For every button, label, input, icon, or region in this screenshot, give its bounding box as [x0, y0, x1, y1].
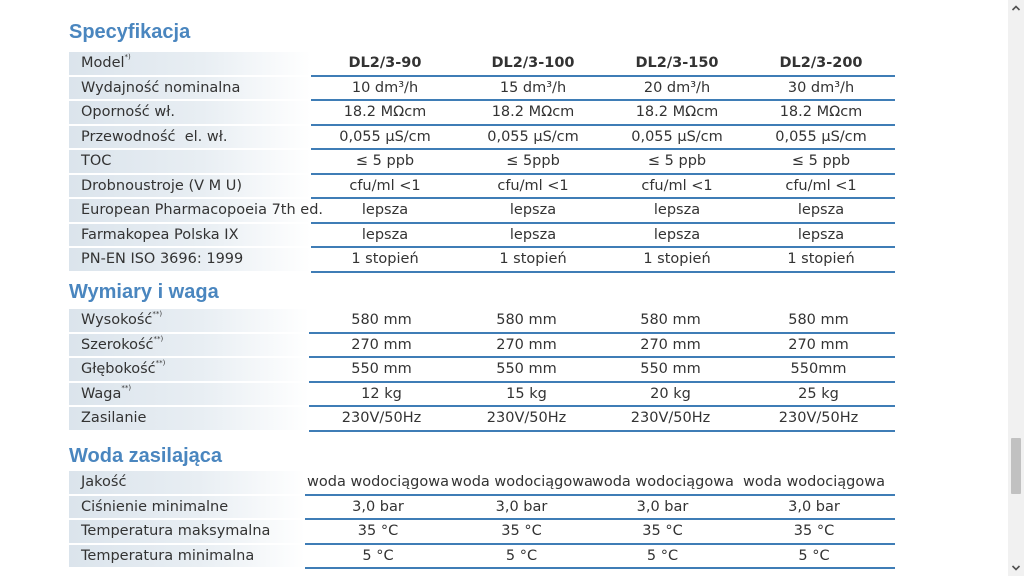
feedwater-cell: 35 °C — [451, 519, 592, 544]
feedwater-cell: 35 °C — [592, 519, 733, 544]
dimensions-row-label-cell — [69, 333, 309, 358]
dimensions-row-label: Głębokość — [81, 361, 156, 378]
spec-cell: 18.2 MΩcm — [459, 100, 607, 125]
feedwater-cell: woda wodociągowa — [451, 471, 592, 495]
spec-row-label: European Pharmacopoeia 7th ed. — [69, 198, 311, 223]
feedwater-cell: woda wodociągowa — [305, 471, 451, 495]
spec-row-label: Wydajność nominalna — [69, 76, 311, 101]
feedwater-section-title: Woda zasilająca — [69, 445, 223, 467]
feedwater-row-label: Jakość — [69, 471, 305, 495]
spec-cell: 0,055 µS/cm — [607, 125, 747, 150]
dimensions-row-label: Zasilanie — [69, 406, 309, 431]
vertical-scrollbar[interactable] — [1008, 0, 1024, 576]
spec-cell: 10 dm³/h — [311, 76, 459, 101]
spec-cell: 1 stopień — [747, 247, 895, 272]
spec-cell: 1 stopień — [607, 247, 747, 272]
model-name: DL2/3-150 — [607, 52, 747, 76]
spec-row — [69, 198, 895, 223]
feedwater-row — [69, 544, 895, 569]
spec-row-label: Przewodność el. wł. — [69, 125, 311, 150]
spec-row — [69, 76, 895, 101]
spec-cell: 30 dm³/h — [747, 76, 895, 101]
spec-cell: lepsza — [747, 223, 895, 248]
feedwater-cell: 3,0 bar — [733, 495, 895, 520]
spec-row-label: TOC — [69, 149, 311, 174]
dimensions-row — [69, 333, 895, 358]
spec-cell: lepsza — [607, 198, 747, 223]
spec-cell: lepsza — [607, 223, 747, 248]
spec-section-title: Specyfikacja — [69, 21, 191, 43]
spec-cell: 18.2 MΩcm — [607, 100, 747, 125]
spec-cell: ≤ 5 ppb — [607, 149, 747, 174]
dimensions-cell: 230V/50Hz — [599, 406, 742, 431]
spec-cell: ≤ 5ppb — [459, 149, 607, 174]
feedwater-row-label: Temperatura minimalna — [69, 544, 305, 569]
scrollbar-thumb[interactable] — [1011, 438, 1021, 494]
feedwater-cell: 35 °C — [733, 519, 895, 544]
dimensions-cell: 12 kg — [309, 382, 454, 407]
spec-table — [69, 52, 895, 273]
dimensions-cell: 550 mm — [599, 357, 742, 382]
dimensions-cell: 580 mm — [742, 309, 895, 333]
spec-cell: lepsza — [459, 198, 607, 223]
spec-cell: cfu/ml <1 — [607, 174, 747, 199]
dimensions-row — [69, 357, 895, 382]
dimensions-row-label-cell — [69, 309, 309, 333]
dimensions-row-label: Wysokość — [81, 312, 153, 329]
spec-cell: 18.2 MΩcm — [311, 100, 459, 125]
dimensions-row-label: Szerokość — [81, 336, 154, 353]
feedwater-row-label: Temperatura maksymalna — [69, 519, 305, 544]
spec-row — [69, 174, 895, 199]
spec-cell: cfu/ml <1 — [311, 174, 459, 199]
spec-row — [69, 223, 895, 248]
dimensions-table — [69, 309, 895, 432]
dimensions-cell: 580 mm — [599, 309, 742, 333]
spec-cell: lepsza — [311, 223, 459, 248]
dimensions-row — [69, 382, 895, 407]
feedwater-row — [69, 471, 895, 495]
dimensions-cell: 270 mm — [309, 333, 454, 358]
model-name: DL2/3-90 — [311, 52, 459, 76]
spec-cell: 20 dm³/h — [607, 76, 747, 101]
spec-cell: 1 stopień — [311, 247, 459, 272]
feedwater-cell: 3,0 bar — [305, 495, 451, 520]
spec-cell: cfu/ml <1 — [747, 174, 895, 199]
spec-cell: 0,055 µS/cm — [747, 125, 895, 150]
spec-cell: 15 dm³/h — [459, 76, 607, 101]
spec-row — [69, 149, 895, 174]
spec-cell: lepsza — [311, 198, 459, 223]
chevron-down-icon[interactable] — [1008, 560, 1024, 576]
dimensions-cell: 230V/50Hz — [454, 406, 599, 431]
dimensions-row-label-cell — [69, 382, 309, 407]
footnote-mark: **) — [155, 359, 166, 368]
model-footnote: *) — [124, 53, 131, 62]
feedwater-row — [69, 495, 895, 520]
footnote-mark: **) — [121, 383, 132, 392]
spec-row-label: Oporność wł. — [69, 100, 311, 125]
spec-row — [69, 247, 895, 272]
dimensions-cell: 270 mm — [599, 333, 742, 358]
feedwater-table — [69, 471, 895, 569]
spec-cell: lepsza — [459, 223, 607, 248]
feedwater-cell: 5 °C — [592, 544, 733, 569]
spec-cell: ≤ 5 ppb — [311, 149, 459, 174]
spec-cell: 0,055 µS/cm — [311, 125, 459, 150]
spec-cell: cfu/ml <1 — [459, 174, 607, 199]
model-label: Model — [81, 55, 125, 72]
spec-row — [69, 125, 895, 150]
spec-row — [69, 100, 895, 125]
dimensions-cell: 20 kg — [599, 382, 742, 407]
dimensions-cell: 230V/50Hz — [309, 406, 454, 431]
dimensions-cell: 270 mm — [742, 333, 895, 358]
dimensions-cell: 15 kg — [454, 382, 599, 407]
spec-cell: 1 stopień — [459, 247, 607, 272]
model-name: DL2/3-200 — [747, 52, 895, 76]
spec-header-row — [69, 52, 895, 76]
dimensions-cell: 270 mm — [454, 333, 599, 358]
feedwater-row-label: Ciśnienie minimalne — [69, 495, 305, 520]
feedwater-cell: 3,0 bar — [451, 495, 592, 520]
dimensions-row-label: Waga — [81, 385, 122, 402]
spec-row-label: Drobnoustroje (V M U) — [69, 174, 311, 199]
spec-row-label: Farmakopea Polska IX — [69, 223, 311, 248]
spec-cell: 0,055 µS/cm — [459, 125, 607, 150]
chevron-up-icon[interactable] — [1008, 0, 1024, 16]
spec-cell: ≤ 5 ppb — [747, 149, 895, 174]
feedwater-cell: woda wodociągowa — [733, 471, 895, 495]
spec-row-label: PN-EN ISO 3696: 1999 — [69, 247, 311, 272]
dimensions-cell: 550 mm — [309, 357, 454, 382]
dimensions-section-title: Wymiary i waga — [69, 281, 219, 303]
dimensions-cell: 550mm — [742, 357, 895, 382]
dimensions-cell: 230V/50Hz — [742, 406, 895, 431]
dimensions-row-label-cell — [69, 357, 309, 382]
dimensions-cell: 25 kg — [742, 382, 895, 407]
dimensions-cell: 580 mm — [309, 309, 454, 333]
feedwater-cell: 3,0 bar — [592, 495, 733, 520]
footnote-mark: **) — [153, 334, 164, 343]
dimensions-cell: 550 mm — [454, 357, 599, 382]
feedwater-cell: 35 °C — [305, 519, 451, 544]
model-name: DL2/3-100 — [459, 52, 607, 76]
dimensions-cell: 580 mm — [454, 309, 599, 333]
model-label-cell — [69, 52, 311, 76]
spec-cell: 18.2 MΩcm — [747, 100, 895, 125]
dimensions-row — [69, 309, 895, 333]
feedwater-cell: 5 °C — [451, 544, 592, 569]
feedwater-cell: woda wodociągowa — [592, 471, 733, 495]
feedwater-cell: 5 °C — [305, 544, 451, 569]
feedwater-cell: 5 °C — [733, 544, 895, 569]
dimensions-row — [69, 406, 895, 431]
feedwater-row — [69, 519, 895, 544]
spec-cell: lepsza — [747, 198, 895, 223]
footnote-mark: **) — [152, 310, 163, 319]
